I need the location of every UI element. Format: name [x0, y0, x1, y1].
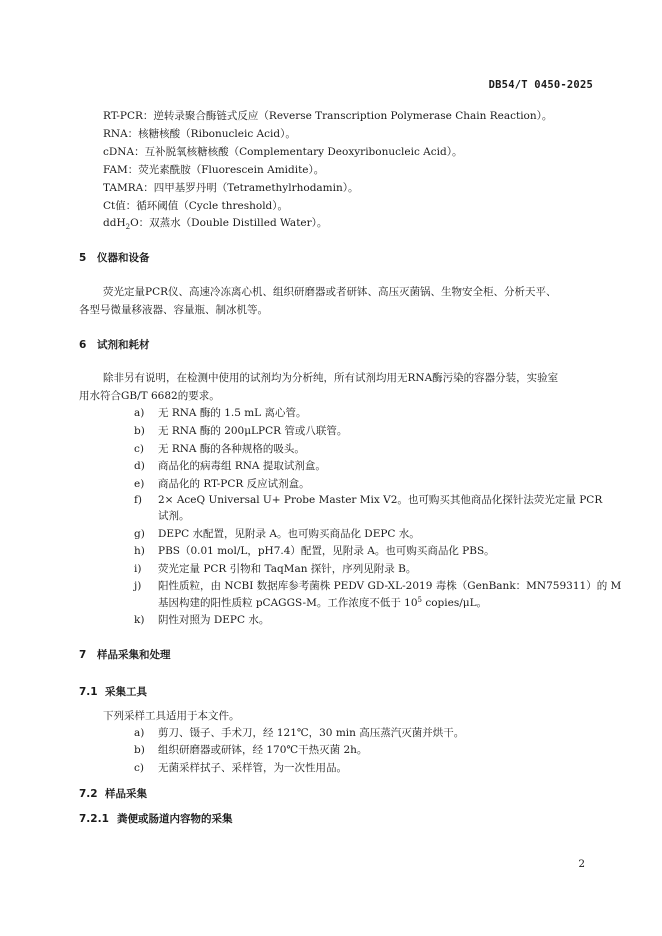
abbreviation-rt-pcr: RT-PCR：逆转录聚合酶链式反应（Reverse Transcription Polymerase Chain Reaction）。: [103, 110, 553, 122]
abbreviation-ct: Ct值：循环阈值（Cycle threshold）。: [103, 200, 289, 212]
list-item: b) 无 RNA 酶的 200μLPCR 管或八联管。: [134, 425, 348, 437]
section-7-2-heading: 7.2 样品采集: [79, 788, 147, 800]
section-5-paragraph-cont: 各型号微量移液器、容量瓶、制冰机等。: [79, 304, 268, 316]
section-7-1-intro: 下列采样工具适用于本文件。: [103, 710, 240, 722]
list-item: i) 荧光定量 PCR 引物和 TaqMan 探针，序列见附录 B。: [134, 563, 417, 575]
page-number: 2: [578, 858, 585, 870]
section-5-paragraph: 荧光定量PCR仪、高速冷冻离心机、组织研磨器或者研钵、高压灭菌锅、生物安全柜、分析天平、: [103, 286, 557, 298]
list-item: g) DEPC 水配置，见附录 A。也可购买商品化 DEPC 水。: [134, 528, 420, 540]
list-item: a) 无 RNA 酶的 1.5 mL 离心管。: [134, 407, 307, 419]
section-7-2-1-heading: 7.2.1 粪便或肠道内容物的采集: [79, 813, 233, 825]
section-6-heading: 6 试剂和耗材: [79, 339, 150, 351]
section-6-paragraph: 除非另有说明，在检测中使用的试剂均为分析纯，所有试剂均用无RNA酶污染的容器分装，实验室: [103, 372, 559, 384]
list-item: c) 无菌采样拭子、采样管，为一次性用品。: [134, 762, 347, 774]
document-code: DB54/T 0450-2025: [488, 79, 593, 91]
section-6-paragraph-cont: 用水符合GB/T 6682的要求。: [79, 390, 220, 402]
abbreviation-rna: RNA：核糖核酸（Ribonucleic Acid）。: [103, 128, 296, 140]
list-item-cont: 基因构建的阳性质粒 pCAGGS-M。工作浓度不低于 $10^5$ copies/μL。: [158, 596, 488, 609]
abbreviation-tamra: TAMRA：四甲基罗丹明（Tetramethylrhodamin）。: [103, 182, 359, 194]
section-5-heading: 5 仪器和设备: [79, 252, 150, 264]
list-item: a) 剪刀、镊子、手术刀，经 121℃，30 min 高压蒸汽灭菌并烘干。: [134, 727, 465, 739]
section-7-heading: 7 样品采集和处理: [79, 649, 171, 661]
list-item: b) 组织研磨器或研钵，经 170℃干热灭菌 2h。: [134, 744, 368, 756]
list-item: j) 阳性质粒，由 NCBI 数据库参考菌株 PEDV GD-XL-2019 毒株（GenBank：MN759311）的 M: [134, 580, 622, 592]
abbreviation-fam: FAM：荧光素酰胺（Fluorescein Amidite）。: [103, 164, 325, 176]
list-item: e) 商品化的 RT-PCR 反应试剂盒。: [134, 478, 310, 490]
abbreviation-ddh2o: ddH$_2$O：双蒸水（Double Distilled Water）。: [103, 217, 328, 232]
section-7-1-heading: 7.1 采集工具: [79, 686, 147, 698]
list-item: d) 商品化的病毒组 RNA 提取试剂盒。: [134, 460, 326, 472]
list-item: f) 2× AceQ Universal U+ Probe Master Mix V2。也可购买其他商品化探针法荧光定量 PCR: [134, 494, 603, 506]
list-item: k) 阴性对照为 DEPC 水。: [134, 614, 270, 626]
list-item-cont: 试剂。: [158, 510, 190, 522]
list-item: c) 无 RNA 酶的各种规格的吸头。: [134, 443, 305, 455]
abbreviation-cdna: cDNA：互补脱氧核糖核酸（Complementary Deoxyribonucleic Acid）。: [103, 146, 463, 158]
list-item: h) PBS（0.01 mol/L，pH7.4）配置，见附录 A。也可购买商品化 PBS。: [134, 545, 495, 557]
